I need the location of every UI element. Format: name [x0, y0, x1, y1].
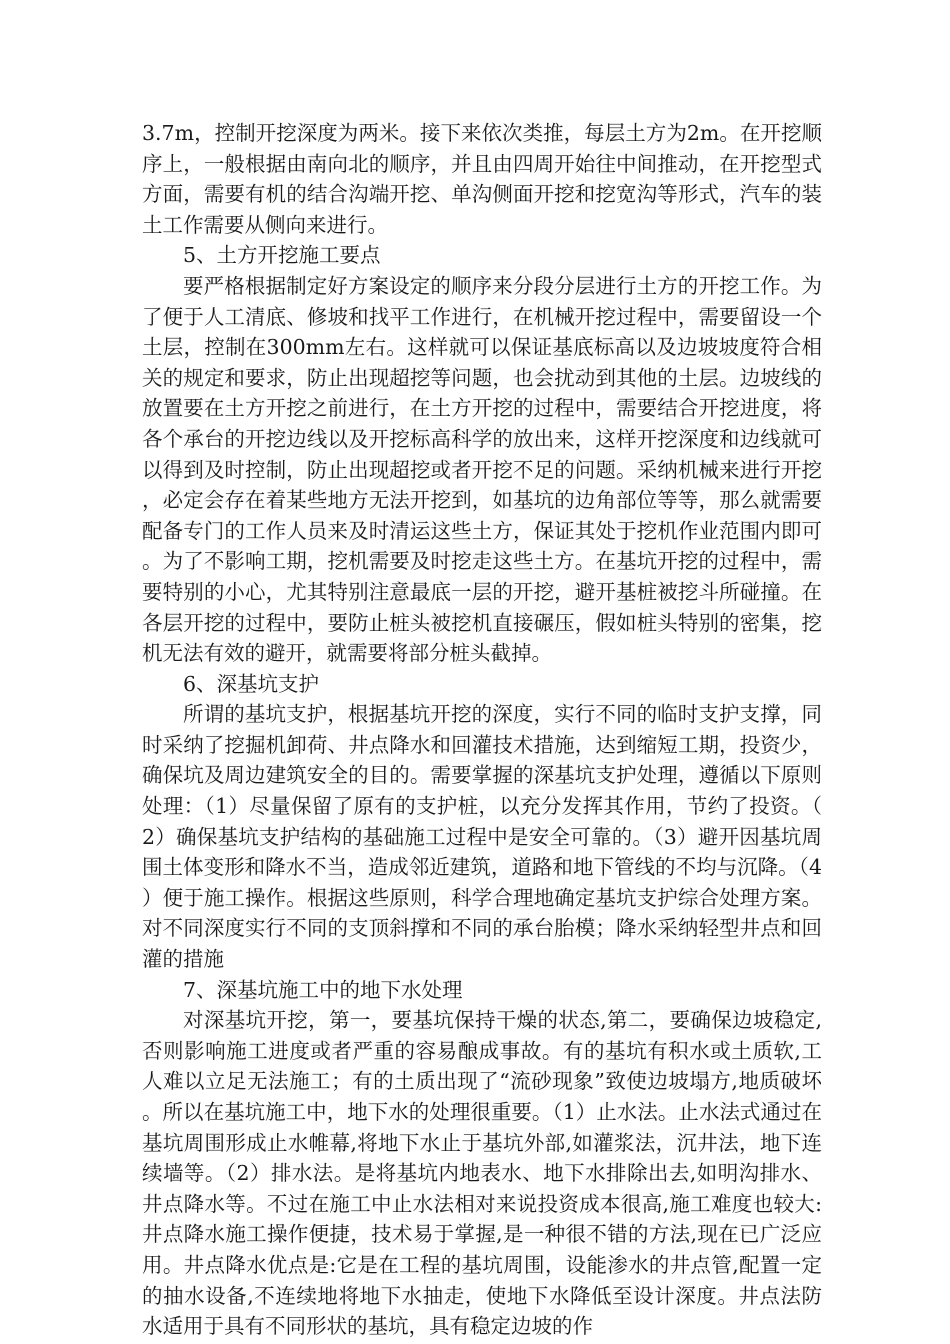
section-heading-6: 6、深基坑支护 — [183, 671, 320, 696]
section-heading-7: 7、深基坑施工中的地下水处理 — [183, 977, 463, 1002]
paragraph-deep-pit-support: 所谓的基坑支护，根据基坑开挖的深度，实行不同的临时支护支撑，同时采纳了挖掘机卸荷、井点降水和回灌技术措施，达到缩短工期，投资少，确保坑及周边建筑安全的目的。需要掌握的深基坑支护处理，遵循以下原则处理：（1）尽量保留了原有的支护桩，以充分发挥其作用，节约了投资。（2）确保基坑支护结构的基础施工过程中是安全可靠的。（3）避开因基坑周围土体变形和降水不当，造成邻近建筑，道路和地下管线的不均与沉降。（4）便于施工操作。根据这些原则，科学合理地确定基坑支护综合处理方案。对不同深度实行不同的支顶斜撑和不同的承台胎模；降水采纳轻型井点和回灌的措施 — [142, 702, 822, 972]
section-heading-5: 5、土方开挖施工要点 — [183, 243, 381, 268]
paragraph-earthwork-key-points: 要严格根据制定好方案设定的顺序来分段分层进行土方的开挖工作。为了便于人工清底、修坡和找平工作进行，在机械开挖过程中，需要留设一个土层，控制在300mm左右。这样就可以保证基底标高以及边坡坡度符合相关的规定和要求，防止出现超挖等问题，也会扰动到其他的土层。边坡线的放置要在土方开挖之前进行，在土方开挖的过程中，需要结合开挖进度，将各个承台的开挖边线以及开挖标高科学的放出来，这样开挖深度和边线就可以得到及时控制，防止出现超挖或者开挖不足的问题。采纳机械来进行开挖，必定会存在着某些地方无法开挖到，如基坑的边角部位等等，那么就需要配备专门的工作人员来及时清运这些土方，保证其处于挖机作业范围内即可。为了不影响工期，挖机需要及时挖走这些土方。在基坑开挖的过程中，需要特别的小心，尤其特别注意最底一层的开挖，避开基桩被挖斗所碰撞。在各层开挖的过程中，要防止桩头被挖机直接碾压，假如桩头特别的密集，挖机无法有效的避开，就需要将部分桩头截掉。 — [142, 273, 822, 666]
paragraph-continued-excavation: 3.7m，控制开挖深度为两米。接下来依次类推，每层土方为2m。在开挖顺序上，一般根据由南向北的顺序，并且由四周开始往中间推动，在开挖型式方面，需要有机的结合沟端开挖、单沟侧面开挖和挖宽沟等形式，汽车的装土工作需要从侧向来进行。 — [142, 121, 822, 237]
document-body — [142, 118, 822, 1342]
paragraph-groundwater-treatment: 对深基坑开挖，第一，要基坑保持干燥的状态,第二，要确保边坡稳定,否则影响施工进度或者严重的容易酿成事故。有的基坑有积水或土质软,工人难以立足无法施工；有的土质出现了“流砂现象”致使边坡塌方,地质破坏。所以在基坑施工中，地下水的处理很重要。（1）止水法。止水法式通过在基坑周围形成止水帷幕,将地下水止于基坑外部,如灌浆法，沉井法，地下连续墙等。（2）排水法。是将基坑内地表水、地下水排除出去,如明沟排水、井点降水等。不过在施工中止水法相对来说投资成本很高,施工难度也较大:井点降水施工操作便捷，技术易于掌握,是一种很不错的方法,现在已广泛应用。井点降水优点是:它是在工程的基坑周围，设能渗水的井点管,配置一定的抽水设备,不连续地将地下水抽走，使地下水降低至设计深度。井点法防水适用于具有不同形状的基坑，具有稳定边坡的作 — [142, 1008, 822, 1339]
